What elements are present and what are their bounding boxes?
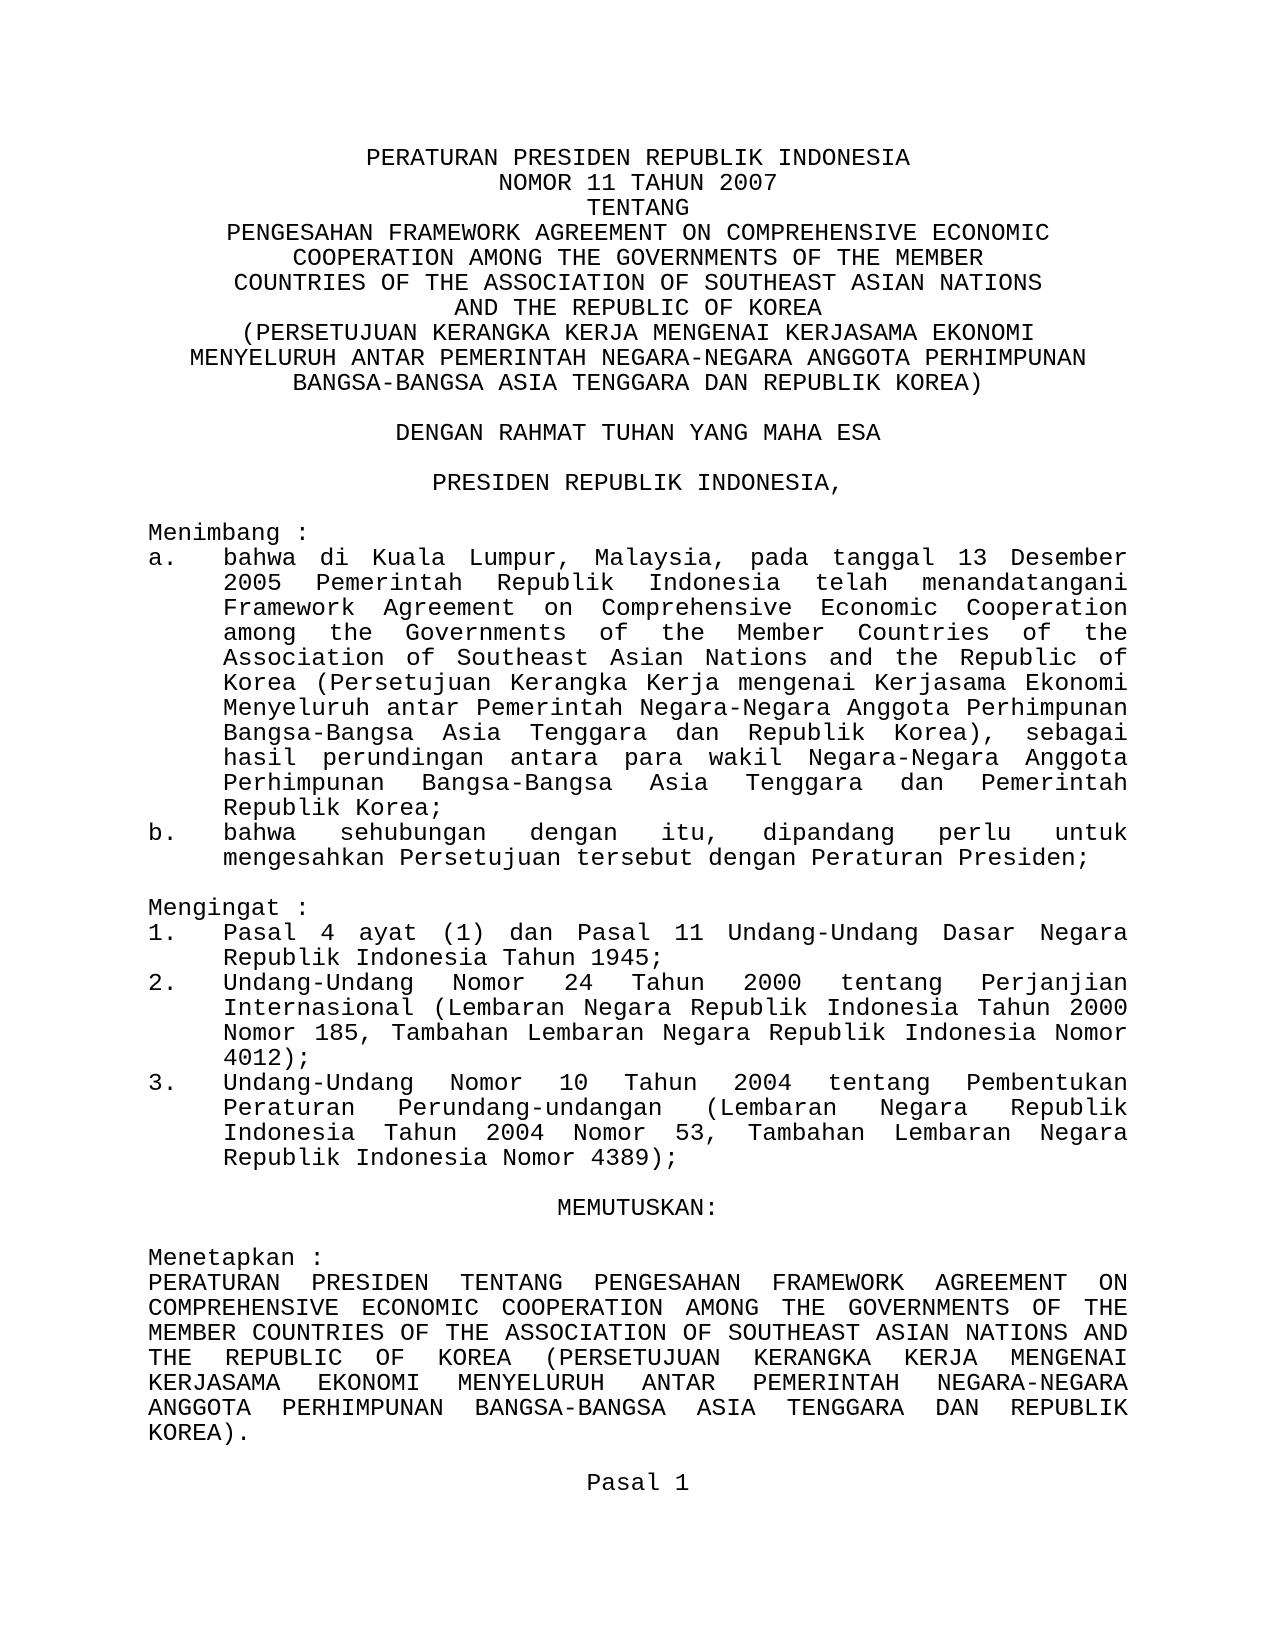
list-item-line: 4012); bbox=[223, 1046, 312, 1073]
invocation-line: DENGAN RAHMAT TUHAN YANG MAHA ESA bbox=[395, 421, 881, 448]
list-item-line: mengesahkan Persetujuan tersebut dengan Peraturan Presiden; bbox=[223, 846, 1091, 873]
list-marker: 2. bbox=[148, 971, 178, 998]
considering-item bbox=[148, 547, 1128, 822]
recalling-item bbox=[148, 972, 1128, 1072]
list-item-line: Association of Southeast Asian Nations and the Republic of bbox=[223, 646, 1128, 673]
list-item-line: among the Governments of the Member Countries of the bbox=[223, 621, 1128, 648]
enacting-paragraph bbox=[148, 1272, 1128, 1447]
enacting-line: ANGGOTA PERHIMPUNAN BANGSA-BANGSA ASIA TENGGARA DAN REPUBLIK bbox=[148, 1396, 1128, 1423]
enacting-line: KERJASAMA EKONOMI MENYELURUH ANTAR PEMERINTAH NEGARA-NEGARA bbox=[148, 1371, 1128, 1398]
document-body bbox=[148, 147, 1128, 1497]
blank-line bbox=[148, 447, 1128, 472]
enacting-line: COMPREHENSIVE ECONOMIC COOPERATION AMONG THE GOVERNMENTS OF THE bbox=[148, 1296, 1128, 1323]
enacting-line: THE REPUBLIC OF KOREA (PERSETUJUAN KERANGKA KERJA MENGENAI bbox=[148, 1346, 1128, 1373]
considering-label: Menimbang : bbox=[148, 521, 310, 548]
list-item-line: 2005 Pemerintah Republik Indonesia telah menandatangani bbox=[223, 571, 1128, 598]
recalling-label: Mengingat : bbox=[148, 896, 310, 923]
list-item-line: Undang-Undang Nomor 24 Tahun 2000 tentang Perjanjian bbox=[223, 971, 1128, 998]
recalling-list bbox=[148, 922, 1128, 1172]
list-item-line: Bangsa-Bangsa Asia Tenggara dan Republik Korea), sebagai bbox=[223, 721, 1128, 748]
title-line: COUNTRIES OF THE ASSOCIATION OF SOUTHEAST ASIAN NATIONS bbox=[233, 271, 1043, 298]
title-line: (PERSETUJUAN KERANGKA KERJA MENGENAI KERJASAMA EKONOMI bbox=[241, 321, 1035, 348]
considering-item bbox=[148, 822, 1128, 872]
title-line: NOMOR 11 TAHUN 2007 bbox=[498, 171, 778, 198]
blank-line bbox=[148, 497, 1128, 522]
blank-line bbox=[148, 872, 1128, 897]
list-marker: b. bbox=[148, 821, 178, 848]
considering-list bbox=[148, 547, 1128, 872]
enacting-line: MEMBER COUNTRIES OF THE ASSOCIATION OF SOUTHEAST ASIAN NATIONS AND bbox=[148, 1321, 1128, 1348]
title-line: PENGESAHAN FRAMEWORK AGREEMENT ON COMPREHENSIVE ECONOMIC bbox=[226, 221, 1050, 248]
article-heading: Pasal 1 bbox=[586, 1471, 690, 1498]
title-line: PERATURAN PRESIDEN REPUBLIK INDONESIA bbox=[366, 146, 910, 173]
list-item-line: Republik Korea; bbox=[223, 796, 444, 823]
list-item-line: Menyeluruh antar Pemerintah Negara-Negara Anggota Perhimpunan bbox=[223, 696, 1128, 723]
issuer-line: PRESIDEN REPUBLIK INDONESIA, bbox=[432, 471, 844, 498]
list-item-line: hasil perundingan antara para wakil Negara-Negara Anggota bbox=[223, 746, 1128, 773]
enacting-label: Menetapkan : bbox=[148, 1246, 325, 1273]
title-line: BANGSA-BANGSA ASIA TENGGARA DAN REPUBLIK KOREA) bbox=[292, 371, 984, 398]
list-item-line: Pasal 4 ayat (1) dan Pasal 11 Undang-Undang Dasar Negara bbox=[223, 921, 1128, 948]
list-item-line: Undang-Undang Nomor 10 Tahun 2004 tentang Pembentukan bbox=[223, 1071, 1128, 1098]
document-title bbox=[148, 147, 1128, 397]
blank-line bbox=[148, 1447, 1128, 1472]
list-item-line: Perhimpunan Bangsa-Bangsa Asia Tenggara dan Pemerintah bbox=[223, 771, 1128, 798]
decision-heading: MEMUTUSKAN: bbox=[557, 1196, 719, 1223]
list-marker: 1. bbox=[148, 921, 178, 948]
blank-line bbox=[148, 397, 1128, 422]
list-item-line: bahwa sehubungan dengan itu, dipandang perlu untuk bbox=[223, 821, 1128, 848]
title-line: COOPERATION AMONG THE GOVERNMENTS OF THE MEMBER bbox=[292, 246, 984, 273]
enacting-line: PERATURAN PRESIDEN TENTANG PENGESAHAN FRAMEWORK AGREEMENT ON bbox=[148, 1271, 1128, 1298]
blank-line bbox=[148, 1172, 1128, 1197]
list-item-line: Nomor 185, Tambahan Lembaran Negara Republik Indonesia Nomor bbox=[223, 1021, 1128, 1048]
list-item-line: Peraturan Perundang-undangan (Lembaran Negara Republik bbox=[223, 1096, 1128, 1123]
recalling-item bbox=[148, 1072, 1128, 1172]
list-item-line: Korea (Persetujuan Kerangka Kerja mengenai Kerjasama Ekonomi bbox=[223, 671, 1128, 698]
list-item-line: Republik Indonesia Tahun 1945; bbox=[223, 946, 665, 973]
list-marker: a. bbox=[148, 546, 178, 573]
blank-line bbox=[148, 1222, 1128, 1247]
list-item-line: Indonesia Tahun 2004 Nomor 53, Tambahan Lembaran Negara bbox=[223, 1121, 1128, 1148]
title-line: MENYELURUH ANTAR PEMERINTAH NEGARA-NEGARA ANGGOTA PERHIMPUNAN bbox=[189, 346, 1087, 373]
list-item-line: Internasional (Lembaran Negara Republik Indonesia Tahun 2000 bbox=[223, 996, 1128, 1023]
enacting-line: KOREA). bbox=[148, 1421, 251, 1448]
list-marker: 3. bbox=[148, 1071, 178, 1098]
title-line: TENTANG bbox=[586, 196, 690, 223]
list-item-line: Republik Indonesia Nomor 4389); bbox=[223, 1146, 679, 1173]
list-item-line: bahwa di Kuala Lumpur, Malaysia, pada tanggal 13 Desember bbox=[223, 546, 1128, 573]
title-line: AND THE REPUBLIC OF KOREA bbox=[454, 296, 822, 323]
recalling-item bbox=[148, 922, 1128, 972]
list-item-line: Framework Agreement on Comprehensive Economic Cooperation bbox=[223, 596, 1128, 623]
